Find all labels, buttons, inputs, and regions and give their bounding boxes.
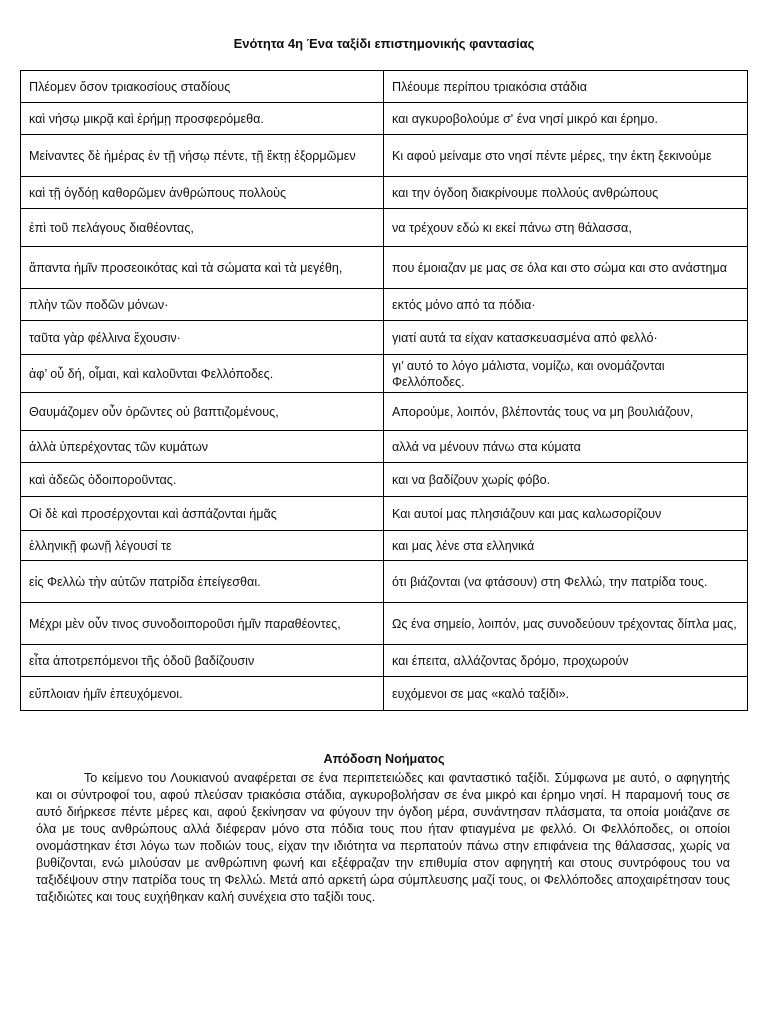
table-row <box>21 531 748 561</box>
table-row <box>21 71 748 103</box>
table-row <box>21 247 748 289</box>
modern-translation-cell: γιατί αυτά τα είχαν κατασκευασμένα από φελλό· <box>384 321 748 355</box>
table-row <box>21 603 748 645</box>
table-row <box>21 209 748 247</box>
table-row <box>21 645 748 677</box>
ancient-text-cell: ταῦτα γὰρ φέλλινα ἔχουσιν· <box>21 321 384 355</box>
summary-text: Το κείμενο του Λουκιανού αναφέρεται σε ένα περιπετειώδες και φανταστικό ταξίδι. Σύμφωνα με αυτό, ο αφηγητής και οι σύντροφοί του, αφού πλεύσαν τριακόσια στάδια, αγκυροβολήσαν σε ένα μικρό και έρημο νησί. Η παραμονή τους σε αυτό διήρκεσε πέντε μέρες και, αφού ξεκίνησαν να φύγουν την όγδοη μέρα, συνάντησαν πλάσματα, τα οποία μοιάζανε σε όλα με τους ανθρώπους αλλά διέφεραν μόνο στα πόδια τους που ήταν φτιαγμένα με φελλό. Οι Φελλόποδες, οι οποίοι ονομάστηκαν έτσι λόγω των ποδιών τους, είχαν την ιδιότητα να περπατούν πάνω στην επιφάνεια της θάλασσας, χωρίς να βυθίζονται, ενώ μιλούσαν με ανθρώπινη φωνή και εξέφραζαν την επιθυμία στον αφηγητή και στους συντρόφους του να ταξιδέψουν στην πατρίδα τους τη Φελλώ. Μετά από αρκετή ώρα σύμπλευσης μαζί τους, οι Φελλόποδες αποχαιρέτησαν τους ταξιδιώτες και τους ευχήθηκαν καλή συνέχεια στο ταξίδι τους. <box>36 771 730 904</box>
modern-translation-cell: Πλέουμε περίπου τριακόσια στάδια <box>384 71 748 103</box>
table-row <box>21 561 748 603</box>
table-row <box>21 103 748 135</box>
table-row <box>21 177 748 209</box>
ancient-text-cell: Μέχρι μὲν οὖν τινος συνοδοιποροῦσι ἡμῖν παραθέοντες, <box>21 603 384 645</box>
table-row <box>21 677 748 711</box>
ancient-text-cell: ἀφ’ οὗ δή, οἶμαι, καὶ καλοῦνται Φελλόποδες. <box>21 355 384 393</box>
ancient-text-cell: Θαυμάζομεν οὖν ὁρῶντες οὐ βαπτιζομένους, <box>21 393 384 431</box>
table-row <box>21 393 748 431</box>
modern-translation-cell: εκτός μόνο από τα πόδια· <box>384 289 748 321</box>
modern-translation-cell: Απορούμε, λοιπόν, βλέποντάς τους να μη βουλιάζουν, <box>384 393 748 431</box>
translation-table <box>20 70 748 711</box>
modern-translation-cell: και να βαδίζουν χωρίς φόβο. <box>384 463 748 497</box>
document-title: Ενότητα 4η Ένα ταξίδι επιστημονικής φαντασίας <box>233 36 535 51</box>
ancient-text-cell: Οἱ δὲ καὶ προσέρχονται καὶ ἀσπάζονται ἡμᾶς <box>21 497 384 531</box>
table-row <box>21 135 748 177</box>
table-row <box>21 355 748 393</box>
modern-translation-cell: και έπειτα, αλλάζοντας δρόμο, προχωρούν <box>384 645 748 677</box>
modern-translation-cell: να τρέχουν εδώ κι εκεί πάνω στη θάλασσα, <box>384 209 748 247</box>
ancient-text-cell: Πλέομεν ὅσον τριακοσίους σταδίους <box>21 71 384 103</box>
modern-translation-cell: Κι αφού μείναμε στο νησί πέντε μέρες, την έκτη ξεκινούμε <box>384 135 748 177</box>
ancient-text-cell: πλὴν τῶν ποδῶν μόνων· <box>21 289 384 321</box>
modern-translation-cell: και αγκυροβολούμε σ' ένα νησί μικρό και έρημο. <box>384 103 748 135</box>
modern-translation-cell: ευχόμενοι σε μας «καλό ταξίδι». <box>384 677 748 711</box>
ancient-text-cell: ἅπαντα ἡμῖν προσεοικότας καὶ τὰ σώματα καὶ τὰ μεγέθη, <box>21 247 384 289</box>
translation-table-body <box>21 71 748 711</box>
modern-translation-cell: Και αυτοί μας πλησιάζουν και μας καλωσορίζουν <box>384 497 748 531</box>
ancient-text-cell: εὔπλοιαν ἡμῖν ἐπευχόμενοι. <box>21 677 384 711</box>
modern-translation-cell: αλλά να μένουν πάνω στα κύματα <box>384 431 748 463</box>
modern-translation-cell: και μας λένε στα ελληνικά <box>384 531 748 561</box>
modern-translation-cell: γι’ αυτό το λόγο μάλιστα, νομίζω, και ονομάζονται Φελλόποδες. <box>384 355 748 393</box>
modern-translation-cell: που έμοιαζαν με μας σε όλα και στο σώμα και στο ανάστημα <box>384 247 748 289</box>
table-row <box>21 497 748 531</box>
ancient-text-cell: ἐπὶ τοῦ πελάγους διαθέοντας, <box>21 209 384 247</box>
table-row <box>21 431 748 463</box>
ancient-text-cell: ἀλλὰ ὑπερέχοντας τῶν κυμάτων <box>21 431 384 463</box>
summary-title: Απόδοση Νοήματος <box>323 752 445 766</box>
modern-translation-cell: και την όγδοη διακρίνουμε πολλούς ανθρώπους <box>384 177 748 209</box>
ancient-text-cell: ἑλληνικῇ φωνῇ λέγουσί τε <box>21 531 384 561</box>
ancient-text-cell: καὶ νήσῳ μικρᾷ καὶ ἐρήμῃ προσφερόμεθα. <box>21 103 384 135</box>
table-row <box>21 321 748 355</box>
modern-translation-cell: ότι βιάζονται (να φτάσουν) στη Φελλώ, την πατρίδα τους. <box>384 561 748 603</box>
ancient-text-cell: καὶ ἀδεῶς ὁδοιποροῦντας. <box>21 463 384 497</box>
ancient-text-cell: εἰς Φελλὼ τὴν αὑτῶν πατρίδα ἐπείγεσθαι. <box>21 561 384 603</box>
ancient-text-cell: Μείναντες δὲ ἡμέρας ἐν τῇ νήσῳ πέντε, τῇ ἕκτῃ ἐξορμῶμεν <box>21 135 384 177</box>
modern-translation-cell: Ως ένα σημείο, λοιπόν, μας συνοδεύουν τρέχοντας δίπλα μας, <box>384 603 748 645</box>
table-row <box>21 289 748 321</box>
ancient-text-cell: καὶ τῇ ὀγδόῃ καθορῶμεν ἀνθρώπους πολλοὺς <box>21 177 384 209</box>
ancient-text-cell: εἶτα ἀποτρεπόμενοι τῆς ὁδοῦ βαδίζουσιν <box>21 645 384 677</box>
table-row <box>21 463 748 497</box>
